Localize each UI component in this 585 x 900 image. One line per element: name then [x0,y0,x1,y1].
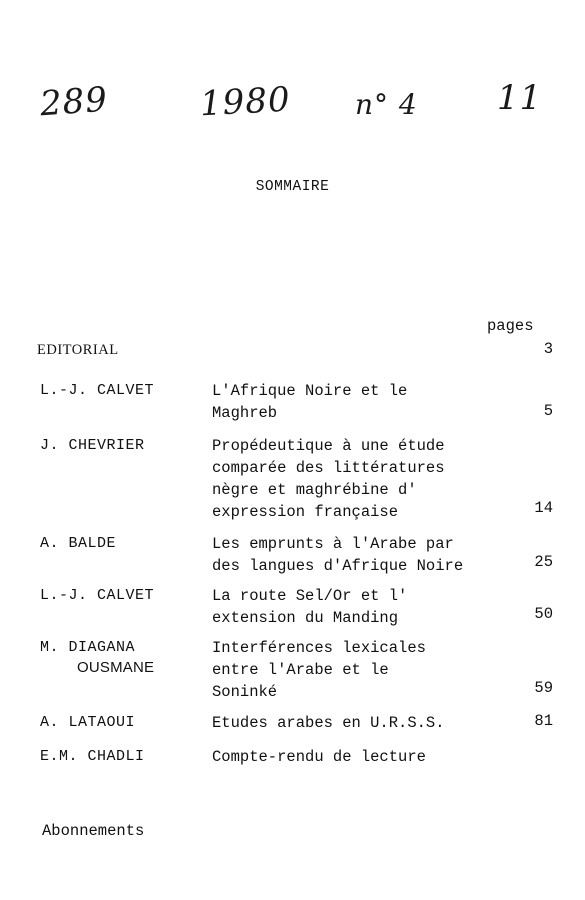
entry-page-number: 25 [534,553,553,571]
subscriptions-label: Abonnements [42,822,145,840]
entry-author: J. CHEVRIER [40,437,145,454]
editorial-label: EDITORIAL [37,342,119,358]
entry-title [212,435,512,523]
entry-author: A. LATAOUI [40,714,136,731]
handwritten-volume: 11 [497,78,543,118]
entry-title [212,637,512,703]
entry-title [212,746,512,768]
entry-title [212,533,512,577]
entry-title-line: Propédeutique à une étude [212,437,445,455]
entry-title-line: comparée des littératures [212,459,445,477]
entry-author: L.-J. CALVET [40,382,155,399]
entry-page-number: 5 [543,402,553,420]
entry-title-line: L'Afrique Noire et le [212,382,408,400]
handwritten-number: 289 [38,79,110,125]
entry-title-line: des langues d'Afrique Noire [212,557,464,575]
entry-page-number: 81 [534,712,553,730]
entry-title-line: nègre et maghrébine d' [212,481,417,499]
entry-title [212,380,512,424]
entry-title-line: Interférences lexicales [212,639,426,657]
entry-page-number: 14 [534,499,553,517]
entry-title [212,712,512,734]
entry-author: A. BALDE [40,535,117,552]
entry-title-line: expression française [212,503,399,521]
entry-title-line: extension du Manding [212,609,399,627]
entry-title-line: Etudes arabes en U.R.S.S. [212,714,445,732]
entry-page-number: 59 [534,679,553,697]
entry-page-number: 50 [534,605,553,623]
handwritten-year: 1980 [199,79,292,125]
entry-title-line: Compte-rendu de lecture [212,748,426,766]
handwritten-issue: n° 4 [355,88,418,121]
entry-author: M. DIAGANA [40,639,136,656]
pages-column-header: pages [487,317,534,335]
entry-title-line: La route Sel/Or et l' [212,587,408,605]
entry-title [212,585,512,629]
entry-author-second-line: OUSMANE [77,659,155,676]
page-title: SOMMAIRE [255,179,330,195]
entry-title-line: entre l'Arabe et le [212,661,389,679]
entry-title-line: Maghreb [212,404,278,422]
entry-title-line: Soninké [212,683,278,701]
entry-title-line: Les emprunts à l'Arabe par [212,535,454,553]
entry-author: L.-J. CALVET [40,587,155,604]
entry-author: E.M. CHADLI [40,748,145,765]
editorial-page-number: 3 [543,340,553,358]
